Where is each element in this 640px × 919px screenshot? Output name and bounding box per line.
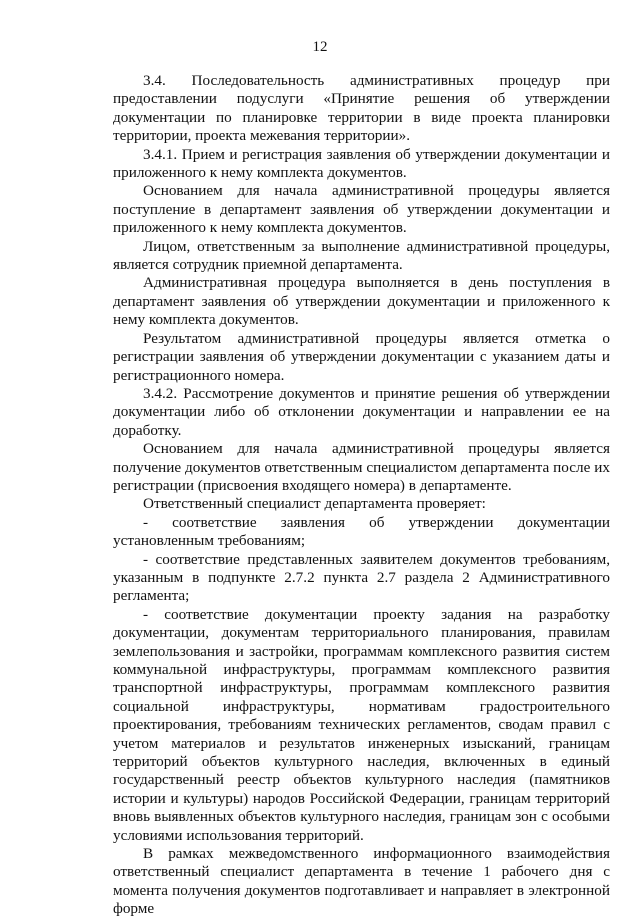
paragraph-interagency-interaction: В рамках межведомственного информационного взаимодействия ответственный специалист департамента в течение 1 рабочего дня с момента получения документов подготавливает и направляет в электронной форме <box>113 845 610 918</box>
paragraph-procedure-result: Результатом административной процедуры является отметка о регистрации заявления об утверждении документации с указанием даты и регистрационного номера. <box>113 329 610 384</box>
paragraph-responsible-person: Лицом, ответственным за выполнение административной процедуры, является сотрудник приемной департамента. <box>113 237 610 274</box>
page-number: 12 <box>312 39 328 55</box>
paragraph-section-3-4-2: 3.4.2. Рассмотрение документов и принятие решения об утверждении документации либо об отклонении документации и направлении ее на доработку. <box>113 384 610 439</box>
paragraph-section-3-4-1: 3.4.1. Прием и регистрация заявления об утверждении документации и приложенного к нему комплекта документов. <box>113 145 610 182</box>
paragraph-specialist-checks: Ответственный специалист департамента проверяет: <box>143 495 486 513</box>
list-item-documentation-compliance: - соответствие документации проекту задания на разработку документации, документам территориального планирования, правилам землепользования и застройки, программам комплексного развития систем коммунальной инфраструктуры, программам комплексного развития транспортной инфраструктуры, программам комплексного развития социальной инфраструктуры, нормативам градостроительного проектирования, требованиям технических регламентов, сводам правил с учетом материалов и результатов инженерных изысканий, границам территорий объектов культурного наследия, включенных в единый государственный реестр объектов культурного наследия (памятников истории и культуры) народов Российской Федерации, границам территорий вновь выявленных объектов культурного наследия, границам зон с особыми условиями использования территорий. <box>113 605 610 844</box>
document-body <box>113 72 610 919</box>
paragraph-basis-start: Основанием для начала административной процедуры является поступление в департамент заявления об утверждении документации и приложенного к нему комплекта документов. <box>113 182 610 237</box>
paragraph-section-3-4: 3.4. Последовательность административных процедур при предоставлении подуслуги «Принятие решения об утверждении документации по планировке территории в виде проекта планировки территории, проекта межевания территории». <box>113 72 610 145</box>
list-item-documents-requirements: - соответствие представленных заявителем документов требованиям, указанным в подпункте 2.7.2 пункта 2.7 раздела 2 Административного регламента; <box>113 550 610 605</box>
paragraph-procedure-day: Административная процедура выполняется в день поступления в департамент заявления об утверждении документации и приложенного к нему комплекта документов. <box>113 274 610 329</box>
paragraph-basis-review: Основанием для начала административной процедуры является получение документов ответственным специалистом департамента после их регистрации (присвоения входящего номера) в департаменте. <box>113 440 610 494</box>
list-item-application-requirements: - соответствие заявления об утверждении документации установленным требованиям; <box>113 513 610 550</box>
